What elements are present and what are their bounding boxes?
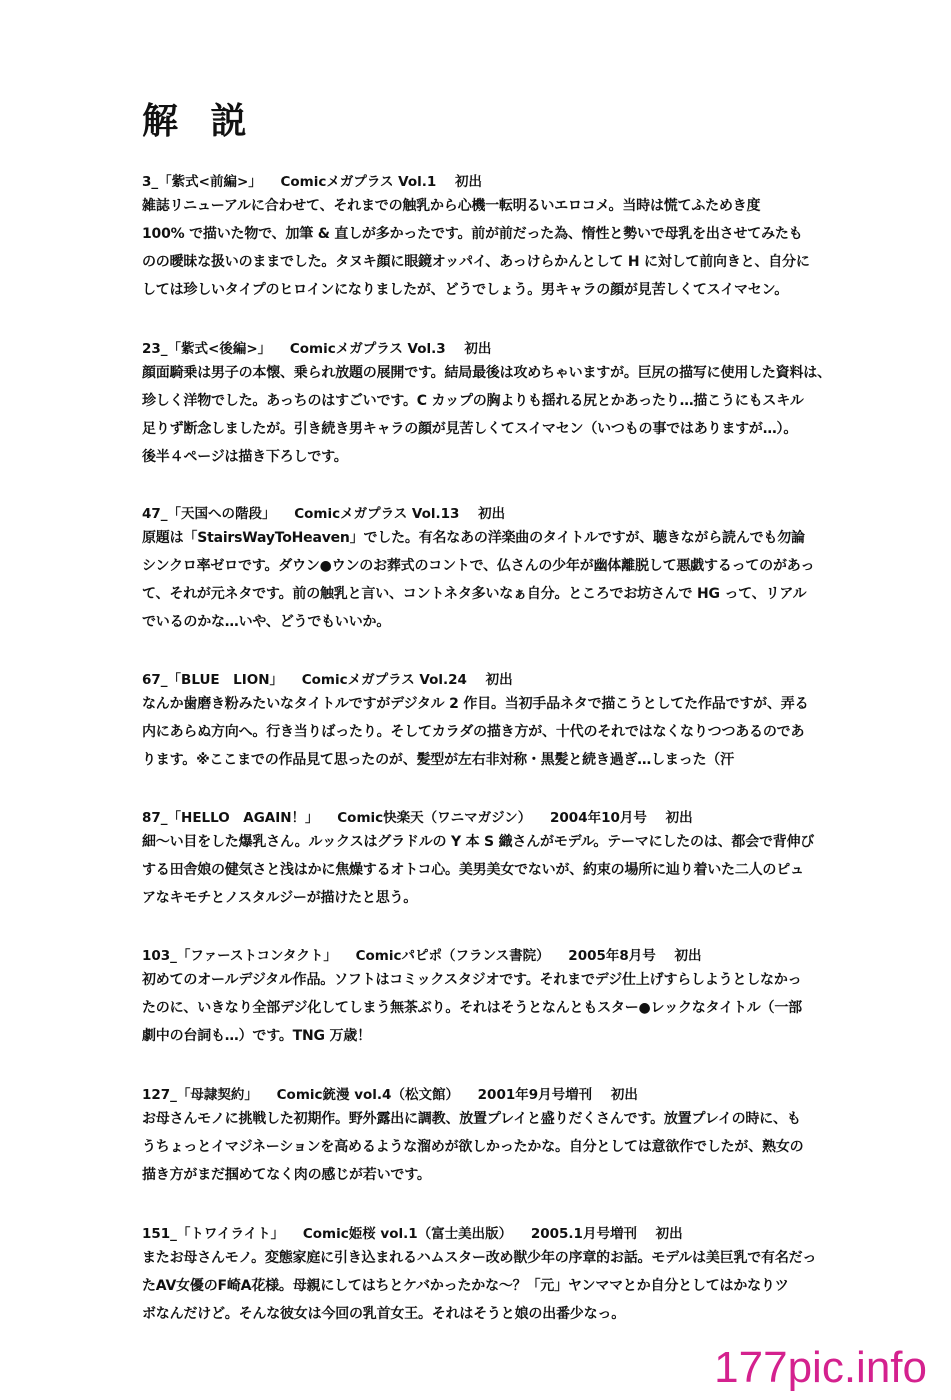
entry (142, 172, 892, 304)
entry-line: する田舎娘の健気さと浅はかに焦燥するオトコ心。美男美女でないが、約束の場所に辿り着いた二人のピュ (142, 862, 804, 878)
entry-line: 雑誌リニューアルに合わせて、それまでの触乳から心機一転明るいエロコメ。当時は慌てふためき度 (142, 198, 761, 214)
entry-status: 初出 (464, 341, 492, 357)
entry-body (142, 1105, 892, 1189)
entry-date: 2005年8月号 (568, 948, 656, 964)
entry-line: またお母さんモノ。変態家庭に引き込まれるハムスター改め獣少年の序章的お話。モデルは美巨乳で有名だっ (142, 1250, 817, 1266)
entry-body (142, 1244, 892, 1328)
entry-status: 初出 (485, 672, 513, 688)
entry-line: ります。※ここまでの作品見て思ったのが、髪型が左右非対称・黒髪と続き過ぎ…しまった（汗 (142, 752, 734, 768)
entry-body (142, 828, 892, 912)
entry-magazine: Comicパピポ（フランス書院） (355, 948, 550, 964)
entry-magazine: Comic姫桜 vol.1（富士美出版） (302, 1226, 513, 1242)
entry-body (142, 966, 892, 1050)
entry-status: 初出 (610, 1087, 638, 1103)
entry (142, 339, 892, 471)
entry (142, 670, 892, 774)
entry-page: 151_「トワイライト」 (142, 1226, 285, 1242)
entry-magazine: Comic快楽天（ワニマガジン） (337, 810, 532, 826)
entry-page: 3_「紫式<前編>」 (142, 174, 262, 190)
entry-header (142, 339, 892, 359)
entry-line: アなキモチとノスタルジーが描けたと思う。 (142, 890, 418, 906)
entry-status: 初出 (674, 948, 702, 964)
entry (142, 1224, 892, 1328)
entry-magazine: Comicメガプラス Vol.13 (294, 506, 460, 522)
entry-header (142, 670, 892, 690)
entry-line: 原題は「StairsWayToHeaven」でした。有名なあの洋楽曲のタイトルですが、聴きながら読んでも勿論 (142, 530, 805, 546)
entry-date: 2001年9月号増刊 (477, 1087, 593, 1103)
entry-header (142, 172, 892, 192)
entry-line: ボなんだけど。そんな彼女は今回の乳首女王。それはそうと娘の出番少なっ。 (142, 1306, 625, 1322)
page-title: 解 説 (142, 101, 257, 142)
entry-line: 顔面騎乗は男子の本懐、乗られ放題の展開です。結局最後は攻めちゃいますが。巨尻の描写に使用した資料は、 (142, 365, 831, 381)
entry-date: 2005.1月号増刊 (530, 1226, 637, 1242)
entry-body (142, 192, 892, 304)
entry-line: 後半４ページは描き下ろしです。 (142, 449, 348, 465)
entry-body (142, 524, 892, 636)
entry-line: 初めてのオールデジタル作品。ソフトはコミックスタジオです。それまでデジ仕上げすらしようとしなかっ (142, 972, 802, 988)
entry-page: 127_「母隷契約」 (142, 1087, 258, 1103)
entry-line: お母さんモノに挑戦した初期作。野外露出に調教、放置プレイと盛りだくさんです。放置プレイの時に、も (142, 1111, 801, 1127)
entry-line: たのに、いきなり全部デジ化してしまう無茶ぶり。それはそうとなんともスター●レックなタイトル（一部 (142, 1000, 802, 1016)
entry-line: 細～い目をした爆乳さん。ルックスはグラドルの Y 本 S 織さんがモデル。テーマにしたのは、都会で背伸び (142, 834, 815, 850)
entry-line: 内にあらぬ方向へ。行き当りばったり。そしてカラダの描き方が、十代のそれではなくなりつつあるのであ (142, 724, 805, 740)
watermark: 177pic.info (714, 1343, 927, 1392)
entry-date: 2004年10月号 (550, 810, 647, 826)
entry (142, 504, 892, 636)
entry-page: 67_「BLUE LION」 (142, 672, 284, 688)
entry-line: しては珍しいタイプのヒロインになりましたが、どうでしょう。男キャラの顔が見苦しくてスイマセン。 (142, 282, 789, 298)
entry (142, 946, 892, 1050)
entry-line: 足りず断念しましたが。引き続き男キャラの顔が見苦しくてスイマセン（いつもの事ではありますが…）。 (142, 421, 798, 437)
entry-header (142, 1224, 892, 1244)
entry-line: のの曖昧な扱いのままでした。タヌキ顔に眼鏡オッパイ、あっけらかんとして H に対して前向きと、自分に (142, 254, 810, 270)
entry-page: 103_「ファーストコンタクト」 (142, 948, 337, 964)
entry-status: 初出 (665, 810, 693, 826)
entry-status: 初出 (655, 1226, 683, 1242)
entry-page: 87_「HELLO AGAIN！」 (142, 810, 319, 826)
entry-line: シンクロ率ゼロです。ダウン●ウンのお葬式のコントで、仏さんの少年が幽体離脱して悪戯するってのがあっ (142, 558, 815, 574)
entry-line: うちょっとイマジネーションを高めるような溜めが欲しかったかな。自分としては意欲作でしたが、熟女の (142, 1139, 804, 1155)
entry (142, 808, 892, 912)
entry-header (142, 808, 892, 828)
entry-line: 100% で描いた物で、加筆 & 直しが多かったです。前が前だった為、惰性と勢いで母乳を出させてみたも (142, 226, 803, 242)
entry-magazine: Comic銃漫 vol.4（松文館） (276, 1087, 459, 1103)
entry-header (142, 1085, 892, 1105)
entry-body (142, 690, 892, 774)
entry-magazine: Comicメガプラス Vol.1 (280, 174, 437, 190)
entry-line: 珍しく洋物でした。あっちのはすごいです。C カップの胸よりも揺れる尻とかあったり…描こうにもスキル (142, 393, 804, 409)
entry-body (142, 359, 892, 471)
entry-header (142, 504, 892, 524)
entry-line: て、それが元ネタです。前の触乳と言い、コントネタ多いなぁ自分。ところでお坊さんで HG って、リアル (142, 586, 807, 602)
entry (142, 1085, 892, 1189)
entry-line: 描き方がまだ掴めてなく肉の感じが若いです。 (142, 1167, 431, 1183)
entry-line: 劇中の台詞も…）です。TNG 万歳！ (142, 1028, 371, 1044)
entry-page: 47_「天国への階段」 (142, 506, 276, 522)
entry-line: でいるのかな…いや、どうでもいいか。 (142, 614, 391, 630)
entry-header (142, 946, 892, 966)
entry-status: 初出 (455, 174, 482, 190)
entry-line: なんか歯磨き粉みたいなタイトルですがデジタル 2 作目。当初手品ネタで描こうとしてた作品ですが、弄る (142, 696, 809, 712)
entry-magazine: Comicメガプラス Vol.3 (289, 341, 446, 357)
entry-line: たAV女優のF崎A花様。母親にしてはちとケバかったかな～？「元」ヤンママとか自分としてはかなりツ (142, 1278, 789, 1294)
entry-page: 23_「紫式<後編>」 (142, 341, 272, 357)
entry-status: 初出 (478, 506, 506, 522)
entry-magazine: Comicメガプラス Vol.24 (301, 672, 467, 688)
